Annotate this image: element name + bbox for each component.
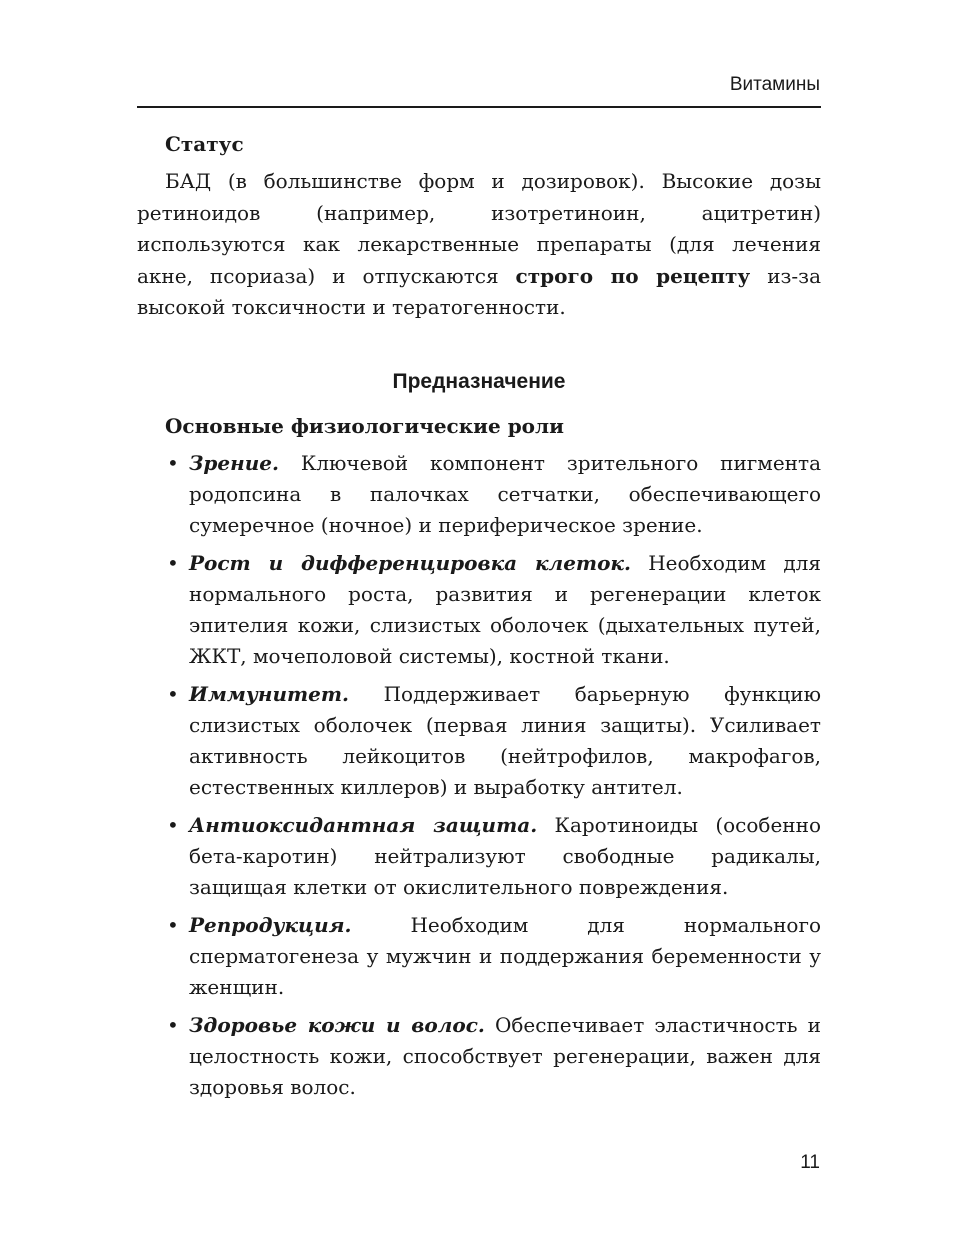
item-term: Репродукция. xyxy=(189,912,352,937)
item-text: Ключевой компонент зрительного пигмента родопсина в палочках сетчатки, обеспечивающего сумеречное (ночное) и периферическое зрение. xyxy=(189,450,821,537)
item-term: Здоровье кожи и волос. xyxy=(189,1012,485,1037)
item-text: Поддерживает барьерную функцию слизистых оболочек (первая линия защиты). Усиливает активность лейкоцитов (нейтрофилов, макрофагов, естественных киллеров) и выработку антител. xyxy=(189,681,821,799)
bullet-icon: • xyxy=(167,812,179,837)
status-text-before: БАД (в большинстве форм и дозировок). Высокие дозы ретиноидов (например, изотретиноин, ацитретин) используются как лекарственные препараты (для лечения акне, псориаза) и отпускаются xyxy=(137,169,821,288)
status-paragraph xyxy=(137,166,821,324)
running-head-title: Витамины xyxy=(729,74,820,95)
bullet-icon: • xyxy=(167,450,179,475)
item-term: Зрение. xyxy=(189,450,279,475)
page-number: 11 xyxy=(800,1152,820,1173)
item-term: Антиоксидантная защита. xyxy=(189,812,538,837)
list-item xyxy=(137,910,821,1003)
item-term: Рост и дифференцировка клеток. xyxy=(189,550,631,575)
roles-subheading: Основные физиологические роли xyxy=(165,413,564,438)
status-heading: Статус xyxy=(165,132,244,156)
bullet-icon: • xyxy=(167,550,179,575)
item-text: Каротиноиды (особенно бета-каротин) нейтрализуют свободные радикалы, защищая клетки от окислительного повреждения. xyxy=(189,812,821,899)
status-text-after: из-за высокой токсичности и тератогенности. xyxy=(137,263,822,319)
item-term: Иммунитет. xyxy=(189,681,350,706)
bullet-icon: • xyxy=(167,681,179,706)
bullet-icon: • xyxy=(167,912,179,937)
item-text: Необходим для нормального сперматогенеза у мужчин и поддержания беременности у женщин. xyxy=(189,912,821,999)
page-content xyxy=(137,128,821,1110)
item-text: Обеспечивает эластичность и целостность кожи, способствует регенерации, важен для здоровья волос. xyxy=(189,1012,821,1099)
section-title-purpose: Предназначение xyxy=(392,369,566,393)
list-item xyxy=(137,448,821,541)
roles-list xyxy=(137,448,821,1103)
list-item xyxy=(137,679,821,803)
bullet-icon: • xyxy=(167,1012,179,1037)
list-item xyxy=(137,810,821,903)
list-item xyxy=(137,1010,821,1103)
header-rule xyxy=(137,106,821,108)
status-text-bold: строго по рецепту xyxy=(515,263,751,288)
item-text: Необходим для нормального роста, развития и регенерации клеток эпителия кожи, слизистых оболочек (дыхательных путей, ЖКТ, мочеполовой системы), костной ткани. xyxy=(189,550,822,668)
list-item xyxy=(137,548,821,672)
